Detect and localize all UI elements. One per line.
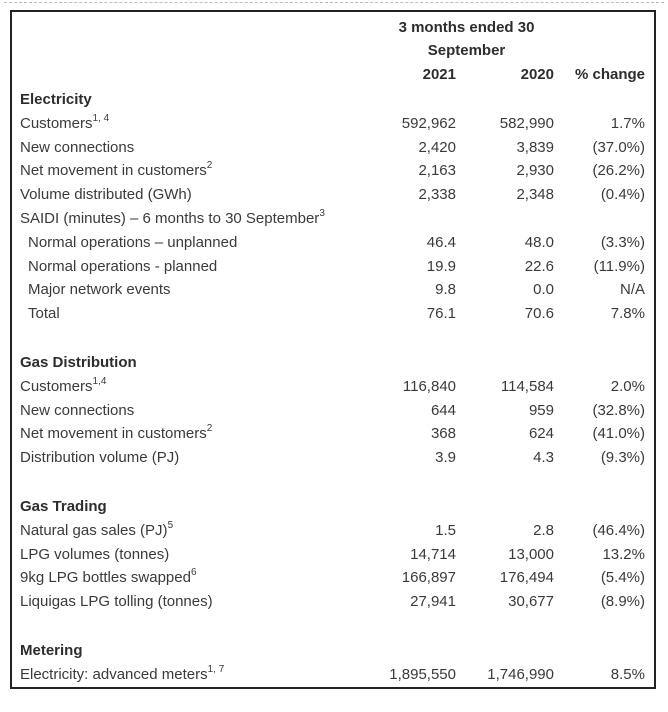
section-title: Gas Distribution (20, 353, 137, 371)
value-2021: 14,714 (410, 545, 456, 563)
period-header-row (11, 11, 655, 62)
section-spacer (11, 470, 655, 495)
spacer-cell (11, 326, 655, 351)
value-2021: 1,895,550 (389, 665, 456, 683)
row-label: Major network events (28, 281, 171, 299)
value-2021: 592,962 (401, 114, 456, 132)
empty-cell (556, 11, 655, 62)
period-line2: September (427, 41, 506, 59)
footnote-ref: 5 (167, 519, 174, 531)
row-label: Normal operations - planned (28, 257, 218, 275)
value-change: (9.3%) (600, 449, 645, 467)
empty-cell (556, 639, 655, 663)
value-2020: 582,990 (499, 114, 554, 132)
empty-cell (556, 495, 655, 519)
value-change: (41.0%) (592, 425, 645, 443)
value-2020: 30,677 (508, 593, 554, 611)
value-change: (5.4%) (600, 569, 645, 587)
section-title: Gas Trading (20, 497, 107, 515)
value-2021: 116,840 (402, 377, 456, 395)
section-title-row (11, 351, 655, 375)
column-header-2021: 2021 (422, 66, 456, 83)
value-change: (46.4%) (592, 521, 645, 539)
value-2020: 176,494 (499, 569, 554, 587)
value-2020: 0.0 (533, 281, 554, 299)
row-label: Volume distributed (GWh) (20, 186, 192, 204)
row-label: Net movement in customers$^2$ (20, 423, 213, 443)
table-row (11, 278, 655, 302)
table-row (11, 543, 655, 567)
row-label: Normal operations – unplanned (28, 233, 238, 251)
value-2020: 2,348 (516, 186, 554, 204)
value-2020: 3,839 (516, 138, 554, 156)
table-row (11, 159, 655, 183)
value-change: 7.8% (610, 305, 645, 323)
empty-cell (353, 88, 458, 112)
row-label: SAIDI (minutes) – 6 months to 30 September$^3$ (20, 207, 325, 227)
empty-cell (11, 62, 353, 88)
footnote-ref: 2 (206, 423, 213, 435)
footnote-ref: 2 (206, 160, 213, 172)
section-title: Metering (20, 641, 83, 659)
spacer-cell (11, 614, 655, 639)
column-header-row (11, 62, 655, 88)
table-row (11, 399, 655, 423)
empty-cell (556, 351, 655, 375)
table-row (11, 255, 655, 279)
value-2021: 166,897 (401, 569, 456, 587)
value-2021 (353, 207, 458, 231)
value-2021: 46.4 (426, 233, 456, 251)
row-label: Total (28, 305, 60, 323)
value-2021: 1.5 (435, 521, 456, 539)
row-label: LPG volumes (tonnes) (20, 545, 170, 563)
empty-cell (458, 495, 556, 519)
value-2021: 2,338 (418, 186, 456, 204)
value-change: 2.0% (610, 377, 645, 395)
section-spacer (11, 614, 655, 639)
value-change: (32.8%) (592, 401, 645, 419)
section-title-row (11, 639, 655, 663)
value-change: (0.4%) (600, 186, 645, 204)
value-2021: 644 (430, 401, 456, 419)
table-row (11, 519, 655, 543)
column-header-2020: 2020 (520, 66, 554, 83)
value-2020: 959 (528, 401, 554, 419)
row-label: Liquigas LPG tolling (tonnes) (20, 593, 213, 611)
value-2020: 2.8 (533, 521, 554, 539)
spacer-cell (11, 470, 655, 495)
table-row (11, 112, 655, 136)
row-label: New connections (20, 138, 135, 156)
value-2020: 13,000 (508, 545, 554, 563)
value-2021: 3.9 (435, 449, 456, 467)
empty-cell (353, 639, 458, 663)
empty-cell (11, 11, 353, 62)
value-2020: 22.6 (524, 257, 554, 275)
value-change: N/A (619, 281, 645, 299)
row-label: Electricity: advanced meters$^{1, 7}$ (20, 663, 225, 683)
value-2021: 9.8 (435, 281, 456, 299)
value-2020 (458, 207, 556, 231)
value-change (556, 207, 655, 231)
value-2021: 2,420 (418, 138, 456, 156)
table-row (11, 446, 655, 470)
value-change: (11.9%) (593, 257, 645, 275)
period-header (353, 11, 556, 62)
row-label: Distribution volume (PJ) (20, 449, 180, 467)
section-title-row (11, 88, 655, 112)
table-row (11, 375, 655, 399)
table-row (11, 302, 655, 326)
value-2020: 4.3 (533, 449, 554, 467)
footnote-ref: 1, 4 (92, 112, 110, 124)
value-2021: 2,163 (418, 162, 456, 180)
empty-cell (458, 351, 556, 375)
value-change: (37.0%) (592, 138, 645, 156)
empty-cell (458, 88, 556, 112)
value-change: 1.7% (610, 114, 645, 132)
value-2021: 76.1 (426, 305, 456, 323)
value-2021: 368 (430, 425, 456, 443)
footnote-ref: 1,4 (92, 375, 107, 387)
table-row (11, 590, 655, 614)
empty-cell (556, 88, 655, 112)
empty-cell (458, 639, 556, 663)
empty-cell (353, 495, 458, 519)
value-2021: 27,941 (410, 593, 456, 611)
page-top-divider (4, 2, 664, 3)
table-row (11, 136, 655, 160)
value-2020: 48.0 (524, 233, 554, 251)
table-row (11, 422, 655, 446)
value-2020: 70.6 (524, 305, 554, 323)
section-spacer (11, 326, 655, 351)
operating-statistics-table (10, 10, 656, 689)
value-change: (26.2%) (592, 162, 645, 180)
value-2020: 1,746,990 (487, 665, 554, 683)
row-label: Natural gas sales (PJ)$^5$ (20, 519, 174, 539)
value-change: 8.5% (610, 665, 645, 683)
period-line1: 3 months ended 30 (398, 19, 535, 36)
section-title-row (11, 495, 655, 519)
row-label: Net movement in customers$^2$ (20, 160, 213, 180)
table-row (11, 231, 655, 255)
value-2020: 624 (528, 425, 554, 443)
column-header-change: % change (574, 66, 645, 83)
row-label: Customers$^{1,4}$ (20, 375, 107, 395)
footnote-ref: 6 (190, 567, 197, 579)
table-row (11, 663, 655, 688)
row-label: Customers$^{1, 4}$ (20, 112, 110, 132)
table-row (11, 566, 655, 590)
value-2020: 2,930 (516, 162, 554, 180)
section-title: Electricity (20, 91, 92, 108)
value-change: (3.3%) (600, 233, 645, 251)
table-row (11, 207, 655, 231)
footnote-ref: 1, 7 (207, 663, 225, 675)
row-label: 9kg LPG bottles swapped$^6$ (20, 567, 197, 587)
value-2021: 19.9 (426, 257, 456, 275)
value-change: (8.9%) (600, 593, 645, 611)
table-row (11, 183, 655, 207)
value-change: 13.2% (602, 545, 645, 563)
empty-cell (353, 351, 458, 375)
value-2020: 114,584 (500, 377, 554, 395)
row-label: New connections (20, 401, 135, 419)
footnote-ref: 3 (319, 207, 325, 219)
